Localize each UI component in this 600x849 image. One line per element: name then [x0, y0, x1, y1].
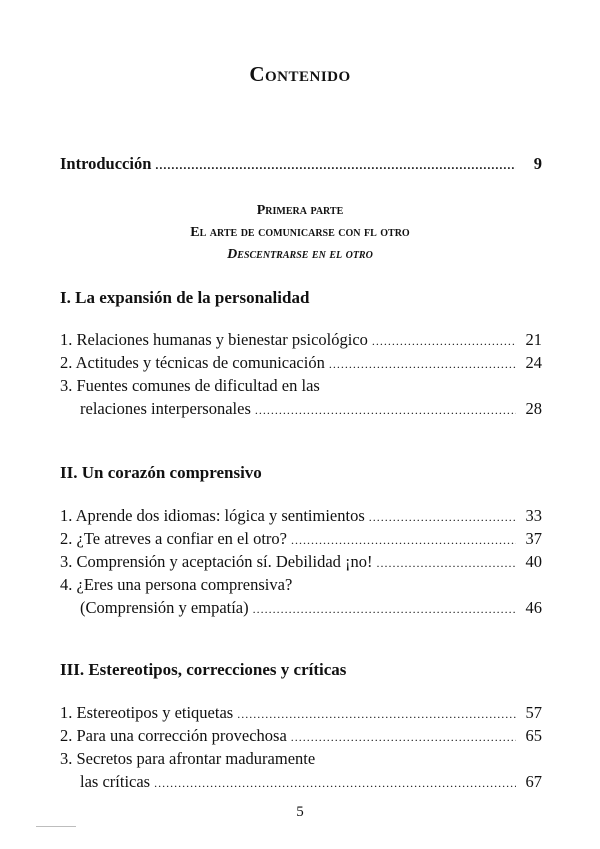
- page-number: 5: [296, 804, 304, 820]
- toc-entry-label: las críticas: [80, 772, 151, 791]
- toc-entry: [60, 353, 542, 377]
- dot-leader: [291, 730, 516, 745]
- toc-entry: [60, 529, 542, 553]
- dot-leader: [253, 602, 516, 617]
- dot-leader: [369, 510, 516, 525]
- toc-entry-label: 3. Fuentes comunes de dificultad en las: [60, 376, 320, 395]
- chapter-title: II. Un corazón comprensivo: [60, 463, 262, 482]
- toc-entry-page: 46: [525, 598, 542, 617]
- chapter-title: I. La expansión de la personalidad: [60, 288, 310, 307]
- toc-entry: [60, 506, 542, 530]
- toc-entry: [60, 726, 542, 750]
- toc-entry-page: 33: [525, 506, 542, 525]
- toc-entry-label: 3. Comprensión y aceptación sí. Debilidad ¡no!: [60, 552, 373, 571]
- toc-entry: [60, 703, 542, 727]
- toc-entry: [60, 749, 542, 773]
- toc-entry-introduccion: [60, 154, 542, 178]
- toc-entry-page: 67: [525, 772, 542, 791]
- toc-entry-page: 65: [525, 726, 542, 745]
- scan-edge-mark: [36, 826, 76, 827]
- toc-entry-page: 57: [525, 703, 542, 722]
- dot-leader: [291, 533, 516, 548]
- toc-entry: [60, 376, 542, 400]
- toc-entry-continuation: [80, 399, 542, 423]
- dot-leader: [372, 334, 516, 349]
- dot-leader: [255, 403, 516, 418]
- toc-entry-label: 1. Aprende dos idiomas: lógica y sentimientos: [60, 506, 365, 525]
- toc-entry-label: 1. Relaciones humanas y bienestar psicológico: [60, 330, 368, 349]
- dot-leader: [329, 357, 516, 372]
- toc-entry: [60, 330, 542, 354]
- toc-entry-label: 4. ¿Eres una persona comprensiva?: [60, 575, 293, 594]
- toc-entry-continuation: [80, 772, 542, 796]
- toc-entry-continuation: [80, 598, 542, 622]
- dot-leader: [155, 158, 516, 173]
- toc-entry-label: Introducción: [60, 154, 152, 173]
- part-subtitle: El arte de comunicarse con fl otro: [190, 225, 410, 240]
- toc-entry-label: (Comprensión y empatía): [80, 598, 249, 617]
- toc-entry-label: relaciones interpersonales: [80, 399, 251, 418]
- toc-entry: [60, 552, 542, 576]
- toc-entry-label: 3. Secretos para afrontar maduramente: [60, 749, 316, 768]
- toc-entry-label: 1. Estereotipos y etiquetas: [60, 703, 234, 722]
- part-italic-subtitle: Descentrarse en el otro: [227, 247, 373, 262]
- page-title: Contenido: [249, 62, 351, 86]
- part-heading: Primera parte: [256, 203, 344, 218]
- dot-leader: [154, 776, 516, 791]
- toc-entry-page: 9: [533, 154, 542, 173]
- toc-entry-page: 37: [525, 529, 542, 548]
- toc-entry-label: 2. Actitudes y técnicas de comunicación: [60, 353, 325, 372]
- toc-entry-page: 21: [525, 330, 542, 349]
- toc-entry-page: 28: [525, 399, 542, 418]
- dot-leader: [377, 556, 516, 571]
- toc-entry: [60, 575, 542, 599]
- toc-entry-page: 40: [525, 552, 542, 571]
- toc-entry-label: 2. Para una corrección provechosa: [60, 726, 287, 745]
- dot-leader: [237, 707, 516, 722]
- toc-entry-page: 24: [525, 353, 542, 372]
- toc-entry-label: 2. ¿Te atreves a confiar en el otro?: [60, 529, 287, 548]
- chapter-title: III. Estereotipos, correcciones y críticas: [60, 660, 347, 679]
